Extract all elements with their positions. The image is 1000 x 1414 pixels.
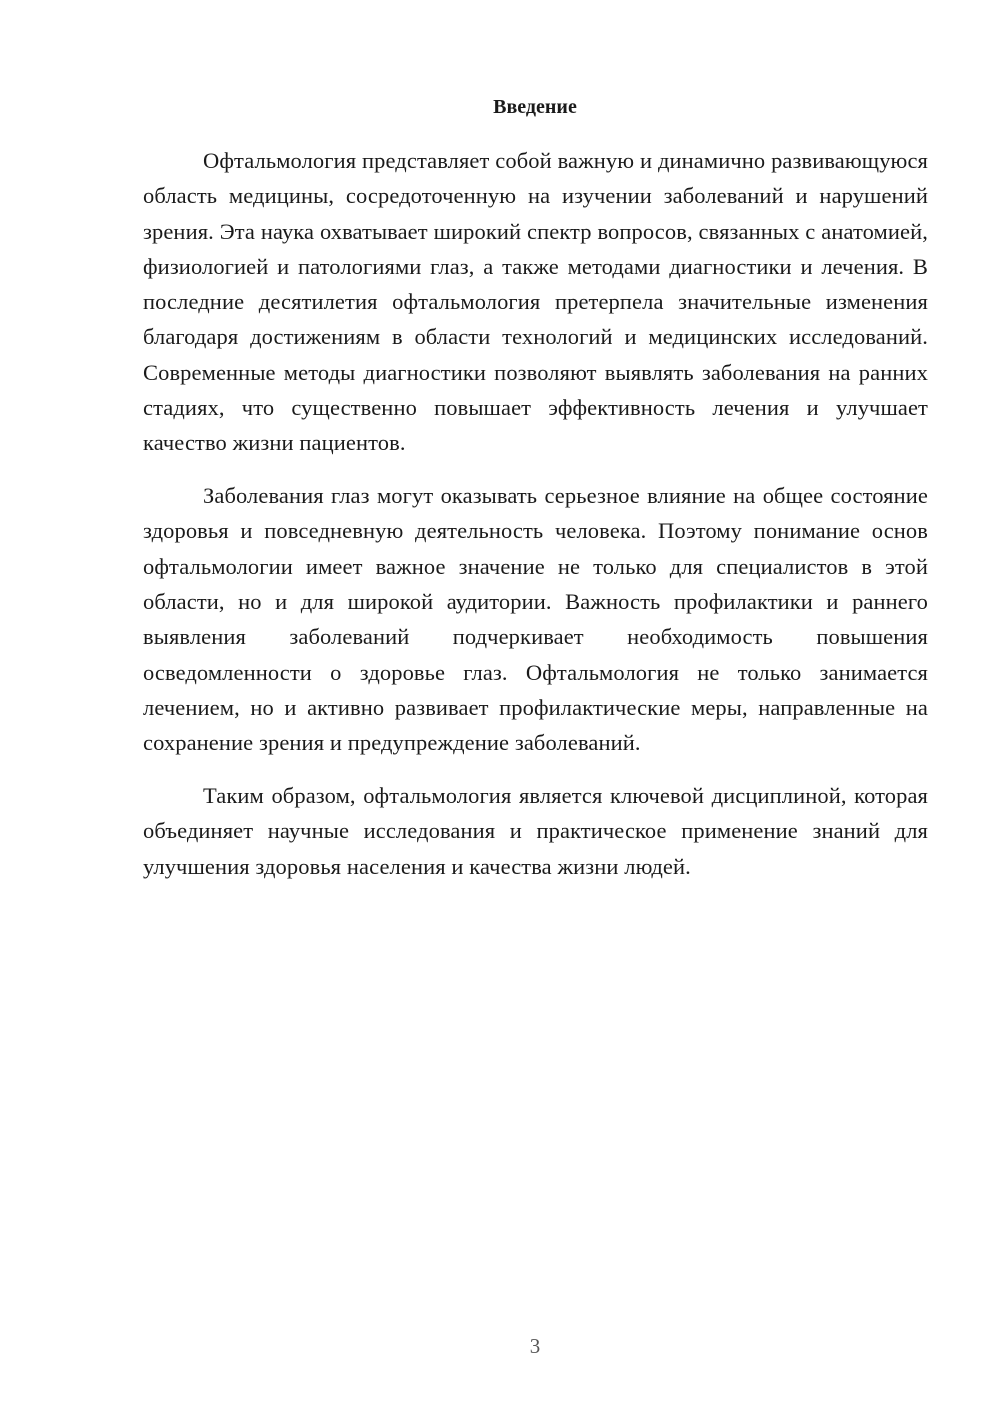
paragraph-1: Офтальмология представляет собой важную и динамично развивающуюся область медицины, сосредоточенную на изучении заболеваний и нарушений зрения. Эта наука охватывает широкий спектр вопросов, связанных с анатомией, физиологией и патологиями глаз, а также методами диагностики и лечения. В последние десятилетия офтальмология претерпела значительные изменения благодаря достижениям в области технологий и медицинских исследований. Современные методы диагностики позволяют выявлять заболевания на ранних стадиях, что существенно повышает эффективность лечения и улучшает качество жизни пациентов. (143, 148, 928, 456)
paragraph-3: Таким образом, офтальмология является ключевой дисциплиной, которая объединяет научные исследования и практическое применение знаний для улучшения здоровья населения и качества жизни людей. (143, 783, 928, 879)
section-title: Введение (493, 96, 577, 118)
body-text (143, 143, 928, 901)
paragraph-2: Заболевания глаз могут оказывать серьезное влияние на общее состояние здоровья и повседневную деятельность человека. Поэтому понимание основ офтальмологии имеет важное значение не только для специалистов в этой области, но и для широкой аудитории. Важность профилактики и раннего выявления заболеваний подчеркивает необходимость повышения осведомленности о здоровье глаз. Офтальмология не только занимается лечением, но и активно развивает профилактические меры, направленные на сохранение зрения и предупреждение заболеваний. (143, 483, 928, 756)
page-number: 3 (529, 1334, 541, 1358)
